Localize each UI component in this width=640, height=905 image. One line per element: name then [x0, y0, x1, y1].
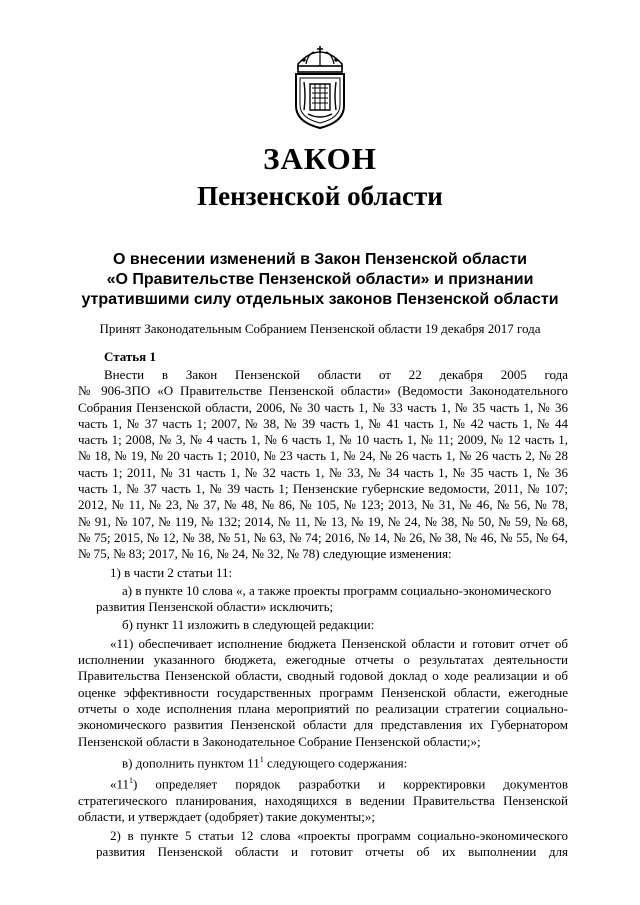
law-subtitle: [80, 250, 560, 310]
body-line: № 75; 2015, № 12, № 38, № 51, № 63, № 74; 2016, № 14, № 26, № 38, № 46, № 55, № 64,: [78, 529, 568, 545]
subtitle-line: утратившими силу отдельных законов Пензенской области: [81, 291, 559, 308]
body-line: часть 1; 2011, № 31 часть 1, № 32 часть 1, № 33, № 34 часть 1, № 35 часть 1, № 36: [78, 464, 568, 480]
quote-line: Пензенской области в Законодательное Собрание Пензенской области;»;: [78, 733, 481, 749]
adoption-note: Принят Законодательным Собранием Пензенской области 19 декабря 2017 года: [99, 321, 541, 336]
body-line: Внести в Закон Пензенской области от 22 декабря 2005 года: [104, 367, 568, 382]
article-heading: Статья 1: [104, 349, 156, 364]
penza-coat-of-arms-icon: [284, 44, 356, 130]
subtitle-line: «О Правительстве Пензенской области» и признании: [106, 271, 534, 288]
quote-line: оценке эффективности государственных программ Пензенской области, ежегодные: [78, 684, 568, 700]
list-item: 2) в пункте 5 статьи 12 слова «проекты программ социально-экономического: [110, 827, 568, 843]
body-line: а) в пункте 10 слова «, а также проекты программ социально-экономического: [122, 582, 552, 598]
body-line: развития Пензенской области и готовит отчеты об их выполнении для: [96, 843, 568, 859]
quote-text: «11: [110, 776, 130, 792]
list-item: б) пункт 11 изложить в следующей редакции:: [122, 617, 375, 633]
quote-line: «11) обеспечивает исполнение бюджета Пензенской области и готовит отчет об: [110, 635, 568, 651]
superscript: 1: [259, 754, 264, 764]
body-line: развития Пензенской области» исключить;: [96, 599, 334, 615]
body-line: № 75, № 83; 2017, № 16, № 24, № 32, № 78) следующие изменения:: [78, 546, 452, 562]
quote-line: области, и утверждает (одобряет) такие документы;»;: [78, 809, 376, 825]
quote-line: исполнении указанного бюджета, ежегодные отчеты о результатах деятельности: [78, 652, 568, 668]
quote-text: ) определяет порядок разработки и корректировки документов: [133, 776, 568, 792]
item-text: следующего содержания:: [263, 755, 408, 771]
body-line: № 91, № 107, № 119, № 132; 2014, № 11, № 13, № 19, № 24, № 38, № 50, № 59, № 68,: [78, 513, 568, 529]
quote-line: Правительства Пензенской области, сводный годовой доклад о ходе реализации и об: [78, 668, 568, 684]
subtitle-line: О внесении изменений в Закон Пензенской области: [112, 251, 527, 268]
quote-line: [78, 773, 568, 793]
item-text: в) дополнить пунктом 11: [122, 755, 260, 771]
document-body: [78, 367, 568, 860]
document-title: ЗАКОН: [263, 141, 377, 176]
body-line: 2012, № 11, № 23, № 37, № 48, № 86, № 105, № 123; 2013, № 31, № 46, № 56, № 78,: [78, 497, 568, 513]
body-line: Собрания Пензенской области, 2006, № 30 часть 1, № 33 часть 1, № 35 часть 1, № 36: [78, 399, 568, 415]
quote-line: стратегического планирования, находящихся в ведении Правительства Пензенской: [78, 793, 568, 809]
list-item: [78, 752, 568, 772]
body-line: часть 1, № 37 часть 1; 2007, № 38, № 39 часть 1, № 41 часть 1, № 42 часть 1, № 44: [78, 415, 568, 431]
quote-line: отчеты о ходе исполнения плана мероприятий по реализации стратегии социально-: [78, 700, 568, 716]
body-line: № 906-ЗПО «О Правительстве Пензенской области» (Ведомости Законодательного: [78, 383, 568, 399]
quote-line: экономического развития Пензенской области для представления их Губернатором: [78, 717, 568, 733]
body-line: часть 1, № 37 часть 1, № 39 часть 1; Пензенские губернские ведомости, 2011, № 107;: [78, 481, 568, 497]
superscript: 1: [129, 776, 134, 786]
body-line: часть 1; 2008, № 3, № 4 часть 1, № 6 часть 1, № 10 часть 1, № 11; 2009, № 12 часть 1,: [78, 432, 568, 448]
document-region: Пензенской области: [197, 181, 443, 211]
list-item: 1) в части 2 статьи 11:: [110, 564, 233, 580]
body-line: № 18, № 19, № 20 часть 1; 2010, № 23 часть 1, № 24, № 26 часть 1, № 26 часть 2, № 28: [78, 448, 568, 464]
